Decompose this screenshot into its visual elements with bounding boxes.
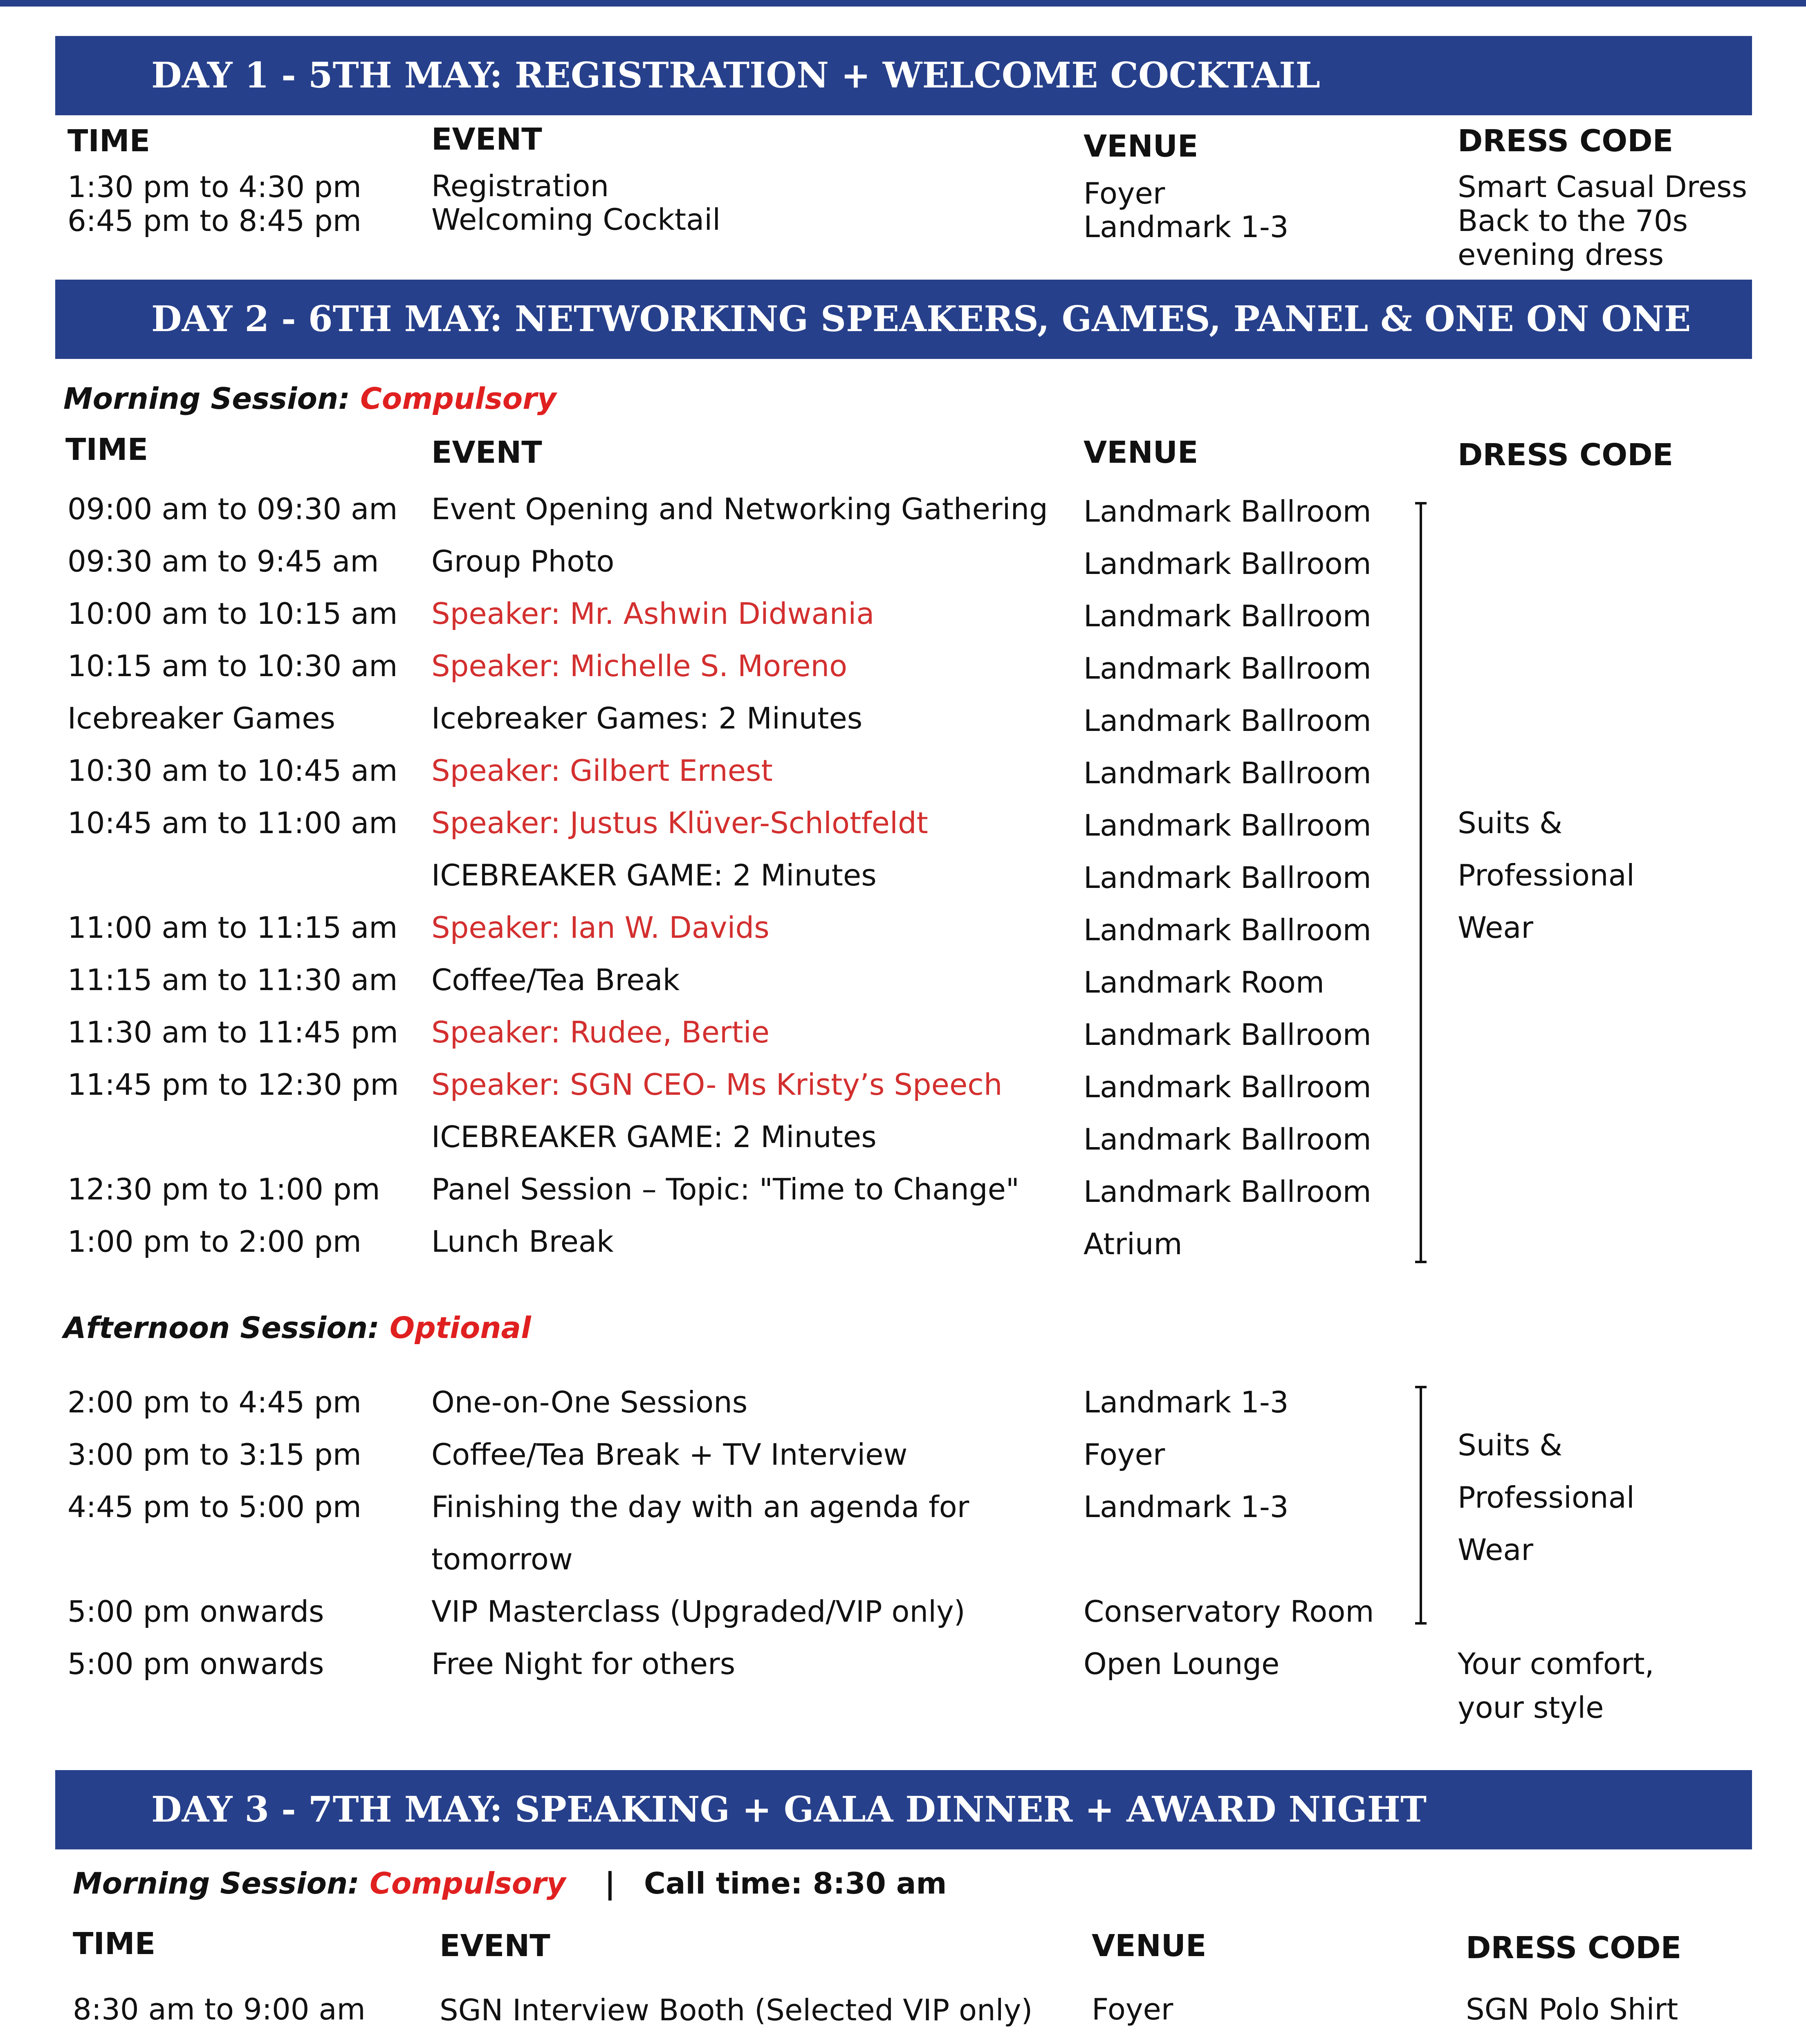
day1-header-time: TIME (67, 123, 150, 159)
table-row-venue: Foyer (1084, 1437, 1165, 1472)
day3-header-venue: VENUE (1092, 1928, 1207, 1963)
session-label: Afternoon Session (63, 1311, 368, 1345)
table-row-venue: Landmark Ballroom (1084, 704, 1371, 738)
day2-header-dress: DRESS CODE (1458, 437, 1674, 473)
day1-header-venue: VENUE (1084, 129, 1198, 164)
session-status: Compulsory (370, 1866, 566, 1901)
table-row-time: 3:00 pm to 3:15 pm (67, 1437, 361, 1472)
table-row-time: 11:15 am to 11:30 am (67, 963, 398, 997)
table-row-time: 12:30 pm to 1:00 pm (67, 1172, 380, 1206)
free-night-dress: Your comfort, (1458, 1647, 1654, 1681)
morning-dress: Wear (1458, 910, 1533, 945)
top-accent-bar (0, 0, 1806, 7)
table-row-event: VIP Masterclass (Upgraded/VIP only) (431, 1594, 965, 1629)
table-row-time: 09:30 am to 9:45 am (67, 544, 379, 578)
table-row-event: Lunch Break (431, 1224, 614, 1259)
free-night-dress: your style (1458, 1690, 1604, 1725)
afternoon-dress: Suits & (1458, 1428, 1563, 1462)
table-row-venue: Landmark Ballroom (1084, 861, 1371, 895)
day1-time: 1:30 pm to 4:30 pm (67, 170, 361, 204)
day3-header-time: TIME (73, 1926, 156, 1961)
table-row-venue: Conservatory Room (1084, 1594, 1374, 1629)
table-row-event-speaker: Speaker: Mr. Ashwin Didwania (431, 596, 875, 631)
table-row-venue: Landmark Ballroom (1084, 599, 1371, 633)
day2-banner: DAY 2 - 6TH MAY: NETWORKING SPEAKERS, GAMES, PANEL & ONE ON ONE (55, 280, 1752, 359)
day1-venue: Foyer (1084, 176, 1165, 211)
table-row-event: ICEBREAKER GAME: 2 Minutes (431, 1120, 877, 1154)
day3-morning-session-label: Morning Session: Compulsory | Call time: 8:30 am (73, 1866, 947, 1901)
session-status: Optional (389, 1311, 531, 1345)
table-row-venue: Landmark Ballroom (1084, 547, 1371, 581)
table-row-event: tomorrow (431, 1542, 573, 1576)
table-row-time: 09:00 am to 09:30 am (67, 492, 398, 526)
day3-header-dress: DRESS CODE (1466, 1930, 1682, 1966)
table-row-time: 5:00 pm onwards (67, 1594, 324, 1629)
table-row-event: Group Photo (431, 544, 615, 578)
table-row-time: 11:30 am to 11:45 pm (67, 1015, 398, 1049)
table-row-event-speaker: Speaker: SGN CEO- Ms Kristy’s Speech (431, 1067, 1003, 1102)
table-row-event: SGN Interview Booth (Selected VIP only) (440, 1993, 1033, 2027)
table-row-venue: Landmark Room (1084, 965, 1325, 1000)
day1-header-event: EVENT (431, 122, 542, 157)
table-row-venue: Landmark Ballroom (1084, 651, 1371, 686)
table-row-time: 10:30 am to 10:45 am (67, 753, 398, 788)
day1-dress: Smart Casual Dress (1458, 170, 1748, 204)
table-row-dress: SGN Polo Shirt (1466, 1992, 1678, 2026)
day1-header-dress: DRESS CODE (1458, 123, 1674, 159)
day2-morning-session-label: Morning Session: Compulsory (63, 381, 556, 416)
table-row-time: 1:00 pm to 2:00 pm (67, 1224, 361, 1259)
day1-time: 6:45 pm to 8:45 pm (67, 204, 361, 238)
day1-dress: Back to the 70s (1458, 204, 1688, 238)
table-row-event-speaker: Speaker: Gilbert Ernest (431, 753, 773, 788)
table-row-time: 11:00 am to 11:15 am (67, 910, 398, 945)
table-row-event-speaker: Speaker: Ian W. Davids (431, 910, 770, 945)
table-row-time: 10:15 am to 10:30 am (67, 649, 398, 683)
table-row-event: Icebreaker Games: 2 Minutes (431, 701, 863, 735)
table-row-venue: Landmark 1-3 (1084, 1490, 1289, 1524)
table-row-venue: Foyer (1092, 1992, 1173, 2026)
day1-venue: Landmark 1-3 (1084, 210, 1289, 244)
day1-event: Welcoming Cocktail (431, 202, 721, 237)
table-row-venue: Landmark Ballroom (1084, 1018, 1371, 1052)
day3-banner: DAY 3 - 7TH MAY: SPEAKING + GALA DINNER + AWARD NIGHT (55, 1770, 1752, 1849)
table-row-venue: Landmark Ballroom (1084, 756, 1371, 790)
table-row-time: Icebreaker Games (67, 701, 336, 735)
session-label: Morning Session (63, 381, 339, 416)
table-row-event: Free Night for others (431, 1647, 736, 1681)
table-row-time: 2:00 pm to 4:45 pm (67, 1385, 361, 1419)
table-row-time: 10:45 am to 11:00 am (67, 806, 398, 840)
day1-banner: DAY 1 - 5TH MAY: REGISTRATION + WELCOME COCKTAIL (55, 36, 1752, 115)
morning-dress: Suits & (1458, 806, 1563, 840)
table-row-time: 11:45 pm to 12:30 pm (67, 1067, 399, 1102)
table-row-venue: Landmark Ballroom (1084, 1070, 1371, 1104)
day2-header-event: EVENT (431, 435, 542, 470)
table-row-venue: Atrium (1084, 1227, 1182, 1261)
day1-dress: evening dress (1458, 238, 1664, 272)
afternoon-dress-bracket (1420, 1386, 1422, 1625)
table-row-time: 8:30 am to 9:00 am (73, 1992, 366, 2026)
day3-header-event: EVENT (440, 1928, 550, 1963)
table-row-time: 10:00 am to 10:15 am (67, 596, 398, 631)
day2-header-venue: VENUE (1084, 435, 1198, 470)
table-row-venue: Landmark Ballroom (1084, 494, 1371, 529)
morning-dress-bracket (1420, 502, 1422, 1263)
session-label: Morning Session (73, 1866, 348, 1901)
table-row-venue: Landmark 1-3 (1084, 1385, 1289, 1419)
table-row-event: Coffee/Tea Break (431, 963, 680, 997)
table-row-event-speaker: Speaker: Justus Klüver-Schlotfeldt (431, 806, 928, 840)
day2-header-time: TIME (65, 432, 148, 467)
table-row-event-speaker: Speaker: Michelle S. Moreno (431, 649, 848, 683)
separator: | (604, 1866, 616, 1901)
table-row-time: 5:00 pm onwards (67, 1647, 324, 1681)
table-row-venue: Landmark Ballroom (1084, 913, 1371, 947)
table-row-venue: Landmark Ballroom (1084, 1174, 1371, 1209)
table-row-venue: Landmark Ballroom (1084, 808, 1371, 843)
table-row-venue: Landmark Ballroom (1084, 1122, 1371, 1156)
afternoon-dress: Professional (1458, 1480, 1635, 1515)
table-row-venue: Open Lounge (1084, 1647, 1280, 1681)
table-row-event: Finishing the day with an agenda for (431, 1490, 969, 1524)
afternoon-dress: Wear (1458, 1533, 1533, 1567)
table-row-event-speaker: Speaker: Rudee, Bertie (431, 1015, 770, 1049)
table-row-event: Coffee/Tea Break + TV Interview (431, 1437, 908, 1472)
table-row-event: Event Opening and Networking Gathering (431, 492, 1048, 526)
table-row-event: One-on-One Sessions (431, 1385, 748, 1419)
day1-event: Registration (431, 169, 609, 203)
morning-dress: Professional (1458, 858, 1635, 892)
table-row-event: Panel Session – Topic: "Time to Change" (431, 1172, 1019, 1206)
day2-afternoon-session-label: Afternoon Session: Optional (63, 1311, 531, 1345)
table-row-time: 4:45 pm to 5:00 pm (67, 1490, 361, 1524)
session-status: Compulsory (360, 381, 556, 416)
call-time: Call time: 8:30 am (644, 1866, 947, 1901)
table-row-event: ICEBREAKER GAME: 2 Minutes (431, 858, 877, 892)
